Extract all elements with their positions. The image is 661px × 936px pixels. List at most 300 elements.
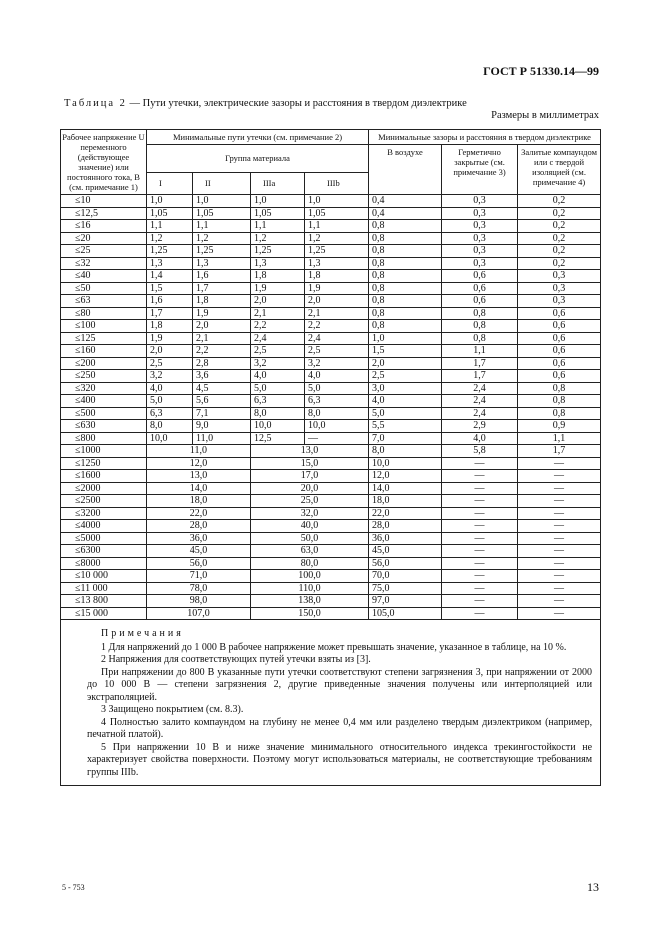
value-cell: 0,8 [518,382,601,395]
value-cell: 0,9 [518,420,601,433]
value-cell: 5,8 [442,445,518,458]
table-row [61,570,601,583]
value-cell: 11,0 [147,445,251,458]
value-cell: 1,7 [442,370,518,383]
value-cell: 1,7 [147,307,193,320]
value-cell: — [518,457,601,470]
value-cell: 1,5 [147,282,193,295]
voltage-cell: ≤400 [61,395,147,408]
voltage-cell: ≤40 [61,270,147,283]
value-cell: 2,0 [305,295,369,308]
value-cell: 2,5 [147,357,193,370]
value-cell: 2,0 [369,357,442,370]
value-cell: 75,0 [369,582,442,595]
value-cell: 18,0 [369,495,442,508]
value-cell: 2,4 [442,407,518,420]
value-cell: — [518,557,601,570]
table-row [61,245,601,258]
value-cell: 1,25 [305,245,369,258]
value-cell: 0,8 [518,395,601,408]
table-row [61,545,601,558]
value-cell: 0,8 [369,257,442,270]
table-row [61,270,601,283]
value-cell: 4,0 [442,432,518,445]
value-cell: 15,0 [251,457,369,470]
value-cell: — [518,582,601,595]
value-cell: — [518,470,601,483]
voltage-cell: ≤250 [61,370,147,383]
col-material-group: Группа материала [147,145,369,173]
value-cell: 17,0 [251,470,369,483]
value-cell: 98,0 [147,595,251,608]
table-body-low-voltage [61,195,601,445]
col-voltage: Рабочее напряжение U переменного (действующее значение) или постоянного тока, В (см. примечание 1) [61,130,147,195]
table-row [61,582,601,595]
col-group-iiib: IIIb [305,172,369,195]
value-cell: 0,8 [369,245,442,258]
value-cell: — [518,545,601,558]
value-cell: 8,0 [147,420,193,433]
table-row [61,470,601,483]
table-row [61,482,601,495]
value-cell: 0,8 [369,270,442,283]
col-group-iiia: IIIa [251,172,305,195]
value-cell: 18,0 [147,495,251,508]
value-cell: — [442,507,518,520]
value-cell: 138,0 [251,595,369,608]
voltage-cell: ≤2000 [61,482,147,495]
value-cell: 32,0 [251,507,369,520]
value-cell: 2,4 [442,395,518,408]
note-item: 1 Для напряжений до 1 000 В рабочее напряжение может превышать значение, указанное в таблице, на 10 %. [101,641,567,653]
value-cell: — [442,582,518,595]
value-cell: 12,0 [147,457,251,470]
value-cell: 36,0 [369,532,442,545]
value-cell: — [442,557,518,570]
voltage-cell: ≤10 000 [61,570,147,583]
value-cell: 0,8 [442,320,518,333]
value-cell: 0,6 [518,307,601,320]
value-cell: 1,25 [147,245,193,258]
voltage-cell: ≤11 000 [61,582,147,595]
voltage-cell: ≤32 [61,257,147,270]
value-cell: 3,6 [193,370,251,383]
value-cell: 3,2 [147,370,193,383]
page-number: 13 [587,880,599,894]
value-cell: 0,6 [442,270,518,283]
value-cell: — [518,570,601,583]
value-cell: 6,3 [305,395,369,408]
value-cell: 0,6 [442,282,518,295]
value-cell: 1,8 [193,295,251,308]
table-row [61,232,601,245]
value-cell: 0,6 [442,295,518,308]
value-cell: 0,2 [518,245,601,258]
value-cell: 1,25 [251,245,305,258]
col-group-i: I [147,172,193,195]
note-item: 5 При напряжении 10 В и ниже значение минимального относительного индекса трекингостойкости не характеризует свойства поверхности. Поэтому могут использоваться материалы, не соответствующие требованиям группы IIIb. [87,741,593,778]
note-item: 4 Полностью залито компаундом на глубину не менее 0,4 мм или разделено твердым диэлектриком (например, печатной платой). [87,716,593,740]
voltage-cell: ≤2500 [61,495,147,508]
value-cell: — [442,495,518,508]
voltage-cell: ≤100 [61,320,147,333]
value-cell: 1,9 [251,282,305,295]
table-row [61,370,601,383]
voltage-cell: ≤15 000 [61,607,147,620]
value-cell: — [442,595,518,608]
value-cell: 0,3 [442,245,518,258]
table-row [61,257,601,270]
value-cell: 1,4 [147,270,193,283]
value-cell: 1,9 [305,282,369,295]
notes-list [87,642,592,780]
notes-block [61,620,601,786]
value-cell: 10,0 [369,457,442,470]
value-cell: 107,0 [147,607,251,620]
value-cell: 1,05 [251,207,305,220]
value-cell: 8,0 [305,407,369,420]
value-cell: 1,1 [193,220,251,233]
value-cell: 3,0 [369,382,442,395]
value-cell: 9,0 [193,420,251,433]
value-cell: 20,0 [251,482,369,495]
value-cell: 4,0 [147,382,193,395]
table-body-high-voltage [61,445,601,620]
value-cell: 56,0 [147,557,251,570]
voltage-cell: ≤16 [61,220,147,233]
value-cell: 63,0 [251,545,369,558]
value-cell: 100,0 [251,570,369,583]
value-cell: 1,3 [147,257,193,270]
value-cell: 12,5 [251,432,305,445]
value-cell: 0,8 [369,320,442,333]
value-cell: 0,6 [518,320,601,333]
voltage-cell: ≤12,5 [61,207,147,220]
value-cell: 1,8 [147,320,193,333]
value-cell: 0,3 [442,207,518,220]
value-cell: 3,2 [251,357,305,370]
voltage-cell: ≤8000 [61,557,147,570]
value-cell: 0,8 [442,307,518,320]
voltage-cell: ≤4000 [61,520,147,533]
table-row [61,382,601,395]
value-cell: 7,0 [369,432,442,445]
print-code: 5 - 753 [62,883,85,892]
value-cell: 1,1 [251,220,305,233]
value-cell: 5,0 [305,382,369,395]
table-row [61,532,601,545]
table-row [61,220,601,233]
value-cell: 1,7 [442,357,518,370]
note-item: 2 Напряжения для соответствующих путей утечки взяты из [3]. [101,654,371,665]
value-cell: — [518,520,601,533]
value-cell: — [442,482,518,495]
value-cell: — [442,570,518,583]
value-cell: 1,2 [251,232,305,245]
value-cell: 2,1 [251,307,305,320]
value-cell: 1,0 [305,195,369,208]
table-caption-title: — Пути утечки, электрические зазоры и расстояния в твердом диэлектрике [126,98,467,109]
value-cell: 2,9 [442,420,518,433]
value-cell: — [518,595,601,608]
value-cell: 1,0 [147,195,193,208]
col-potted: Залитые компаундом или с твердой изоляцией (см. примечание 4) [518,145,601,195]
voltage-cell: ≤1000 [61,445,147,458]
table-caption [64,98,467,109]
value-cell: 0,3 [442,257,518,270]
voltage-cell: ≤80 [61,307,147,320]
value-cell: 0,3 [442,232,518,245]
voltage-cell: ≤50 [61,282,147,295]
value-cell: 105,0 [369,607,442,620]
value-cell: 0,3 [518,282,601,295]
value-cell: 78,0 [147,582,251,595]
value-cell: 2,2 [251,320,305,333]
value-cell: — [442,520,518,533]
value-cell: 2,8 [193,357,251,370]
value-cell: 0,3 [442,195,518,208]
units-note: Размеры в миллиметрах [491,110,599,121]
value-cell: 1,1 [442,345,518,358]
value-cell: 40,0 [251,520,369,533]
value-cell: 1,0 [369,332,442,345]
table-row [61,295,601,308]
value-cell: 5,0 [251,382,305,395]
value-cell: — [518,507,601,520]
value-cell: 2,5 [305,345,369,358]
voltage-cell: ≤63 [61,295,147,308]
value-cell: 10,0 [305,420,369,433]
value-cell: 0,6 [518,370,601,383]
value-cell: 1,6 [193,270,251,283]
table-caption-label: Таблица 2 [64,98,127,109]
value-cell: — [518,495,601,508]
value-cell: 22,0 [147,507,251,520]
value-cell: 0,8 [369,232,442,245]
value-cell: 3,2 [305,357,369,370]
value-cell: — [305,432,369,445]
value-cell: 2,2 [305,320,369,333]
value-cell: 0,2 [518,207,601,220]
table-row [61,195,601,208]
value-cell: 0,8 [369,282,442,295]
voltage-cell: ≤125 [61,332,147,345]
voltage-cell: ≤320 [61,382,147,395]
col-creepage: Минимальные пути утечки (см. примечание 2) [147,130,369,145]
value-cell: 14,0 [369,482,442,495]
value-cell: — [442,457,518,470]
voltage-cell: ≤160 [61,345,147,358]
voltage-cell: ≤6300 [61,545,147,558]
voltage-cell: ≤1600 [61,470,147,483]
table-row [61,332,601,345]
value-cell: 8,0 [369,445,442,458]
table-row [61,520,601,533]
value-cell: 25,0 [251,495,369,508]
value-cell: 28,0 [147,520,251,533]
value-cell: 1,05 [305,207,369,220]
value-cell: 0,8 [369,307,442,320]
voltage-cell: ≤13 800 [61,595,147,608]
voltage-cell: ≤3200 [61,507,147,520]
value-cell: 0,6 [518,345,601,358]
value-cell: 1,3 [251,257,305,270]
value-cell: 5,0 [147,395,193,408]
value-cell: 4,0 [369,395,442,408]
voltage-cell: ≤10 [61,195,147,208]
value-cell: 8,0 [251,407,305,420]
table-row [61,495,601,508]
value-cell: 5,0 [369,407,442,420]
voltage-cell: ≤630 [61,420,147,433]
value-cell: 0,8 [518,407,601,420]
value-cell: 5,6 [193,395,251,408]
voltage-cell: ≤25 [61,245,147,258]
value-cell: 1,1 [305,220,369,233]
voltage-cell: ≤800 [61,432,147,445]
table-row [61,420,601,433]
table-row [61,445,601,458]
table-row [61,507,601,520]
value-cell: — [442,607,518,620]
voltage-cell: ≤500 [61,407,147,420]
table-row [61,282,601,295]
value-cell: 0,8 [369,295,442,308]
note-item: При напряжении до 800 В указанные пути утечки соответствуют степени загрязнения 3, при напряжении от 2000 до 10 000 В — степени загрязнения 2, другие приведенные значения получены или интерполяцией или экстраполяцией. [87,666,593,703]
value-cell: 1,2 [147,232,193,245]
value-cell: 4,0 [305,370,369,383]
value-cell: 14,0 [147,482,251,495]
value-cell: 2,0 [147,345,193,358]
value-cell: 10,0 [251,420,305,433]
value-cell: 6,3 [147,407,193,420]
value-cell: 56,0 [369,557,442,570]
value-cell: 97,0 [369,595,442,608]
value-cell: 1,25 [193,245,251,258]
value-cell: 0,6 [518,357,601,370]
value-cell: — [442,545,518,558]
value-cell: 2,4 [305,332,369,345]
value-cell: 0,2 [518,220,601,233]
voltage-cell: ≤20 [61,232,147,245]
value-cell: 1,2 [193,232,251,245]
table-row [61,607,601,620]
value-cell: 0,4 [369,207,442,220]
value-cell: 1,8 [305,270,369,283]
table-row [61,457,601,470]
value-cell: — [442,470,518,483]
table-row [61,307,601,320]
value-cell: 50,0 [251,532,369,545]
value-cell: 0,3 [442,220,518,233]
table-row [61,207,601,220]
value-cell: 45,0 [147,545,251,558]
table-row [61,345,601,358]
table-row [61,357,601,370]
value-cell: 5,5 [369,420,442,433]
value-cell: 45,0 [369,545,442,558]
value-cell: 1,3 [193,257,251,270]
value-cell: 150,0 [251,607,369,620]
table-row [61,595,601,608]
voltage-cell: ≤1250 [61,457,147,470]
value-cell: 2,4 [251,332,305,345]
value-cell: 0,4 [369,195,442,208]
col-group-ii: II [193,172,251,195]
value-cell: 1,5 [369,345,442,358]
table-row [61,320,601,333]
value-cell: 6,3 [251,395,305,408]
value-cell: 1,9 [147,332,193,345]
note-item: 3 Защищено покрытием (см. 8.3). [101,704,244,715]
col-clearance: Минимальные зазоры и расстояния в твердом диэлектрике [369,130,601,145]
value-cell: 7,1 [193,407,251,420]
value-cell: 2,4 [442,382,518,395]
value-cell: 22,0 [369,507,442,520]
value-cell: 0,2 [518,232,601,245]
value-cell: 1,6 [147,295,193,308]
value-cell: 1,3 [305,257,369,270]
voltage-cell: ≤200 [61,357,147,370]
col-sealed: Герметично закрытые (см. примечание 3) [442,145,518,195]
value-cell: 11,0 [193,432,251,445]
value-cell: 4,5 [193,382,251,395]
value-cell: 36,0 [147,532,251,545]
value-cell: 4,0 [251,370,305,383]
value-cell: 2,2 [193,345,251,358]
value-cell: 0,2 [518,195,601,208]
col-air: В воздухе [369,145,442,195]
value-cell: 0,8 [369,220,442,233]
value-cell: 1,05 [147,207,193,220]
value-cell: 2,0 [251,295,305,308]
value-cell: 2,5 [251,345,305,358]
value-cell: 1,0 [193,195,251,208]
value-cell: 70,0 [369,570,442,583]
value-cell: 1,05 [193,207,251,220]
table-row [61,395,601,408]
value-cell: 1,1 [147,220,193,233]
value-cell: 1,2 [305,232,369,245]
value-cell: 1,0 [251,195,305,208]
value-cell: 0,3 [518,270,601,283]
value-cell: 0,6 [518,332,601,345]
value-cell: — [442,532,518,545]
value-cell: 12,0 [369,470,442,483]
value-cell: 0,8 [442,332,518,345]
table-row [61,432,601,445]
value-cell: 13,0 [147,470,251,483]
value-cell: 1,8 [251,270,305,283]
value-cell: 1,7 [518,445,601,458]
value-cell: — [518,482,601,495]
value-cell: 1,9 [193,307,251,320]
standard-header: ГОСТ Р 51330.14—99 [483,64,599,78]
value-cell: 80,0 [251,557,369,570]
value-cell: 71,0 [147,570,251,583]
value-cell: 13,0 [251,445,369,458]
value-cell: 1,7 [193,282,251,295]
value-cell: 110,0 [251,582,369,595]
value-cell: 2,0 [193,320,251,333]
value-cell: 2,1 [305,307,369,320]
value-cell: 0,3 [518,295,601,308]
value-cell: 0,2 [518,257,601,270]
notes-title: Примечания [101,628,184,639]
value-cell: — [518,607,601,620]
value-cell: 28,0 [369,520,442,533]
value-cell: 10,0 [147,432,193,445]
